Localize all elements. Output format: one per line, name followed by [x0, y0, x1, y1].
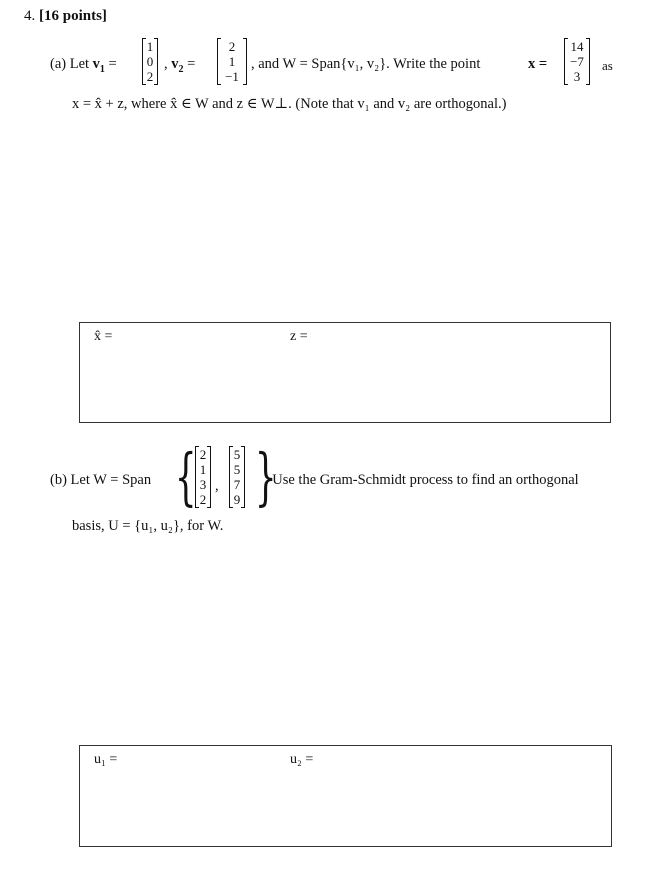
x-entry-3: 3 — [573, 69, 581, 84]
vector-separator: , — [215, 478, 219, 494]
vector-v1 — [142, 39, 158, 84]
answer-box-b[interactable] — [79, 745, 612, 847]
v2-entry-3: −1 — [225, 69, 239, 84]
v2-entry-1: 2 — [228, 39, 236, 54]
w1-entry-2: 1 — [199, 462, 207, 477]
part-a-label: (a) Let — [50, 56, 90, 72]
xhat-label: x̂ = — [94, 329, 113, 344]
w2-entry-2: 5 — [233, 462, 241, 477]
answer-box-a[interactable] — [79, 322, 611, 423]
problem-points: [16 points] — [39, 8, 107, 24]
vector-x — [564, 39, 590, 84]
vector-w2 — [229, 447, 245, 507]
part-a-intro: (a) Let $v_1$ = — [50, 56, 117, 75]
part-a-text-mid: , and W = Span{v₁, v₂}. Write the point — [251, 56, 481, 72]
w2-entry-1: 5 — [233, 447, 241, 462]
vector-v2 — [217, 39, 247, 84]
part-a-as: as — [602, 58, 613, 73]
w1-entry-4: 2 — [199, 492, 207, 507]
v2-symbol-wrap: , $v_2$ = — [164, 56, 196, 75]
u1-label: u₁ = — [94, 752, 118, 767]
z-label: z = — [290, 329, 308, 344]
v2-symbol: $v_2$ — [171, 56, 184, 75]
problem-number: 4. — [24, 8, 36, 24]
v2-entry-2: 1 — [228, 54, 236, 69]
v1-entry-1: 1 — [146, 39, 154, 54]
left-brace: { — [174, 440, 197, 513]
w2-entry-3: 7 — [233, 477, 241, 492]
x-entry-1: 14 — [570, 39, 584, 54]
v1-entry-2: 0 — [146, 54, 154, 69]
w2-entry-4: 9 — [233, 492, 241, 507]
x-symbol: x = — [528, 56, 548, 72]
part-b-intro: (b) Let W = Span — [50, 472, 152, 488]
problem-header — [24, 8, 107, 25]
u2-label: u₂ = — [290, 752, 314, 767]
vector-w1 — [195, 447, 211, 507]
w1-entry-3: 3 — [199, 477, 207, 492]
part-b-text-after: . Use the Gram-Schmidt process to find an orthogonal — [265, 472, 579, 488]
w1-entry-1: 2 — [199, 447, 207, 462]
x-entry-2: −7 — [570, 54, 584, 69]
part-b-line2: basis, U = {u₁, u₂}, for W. — [72, 518, 224, 534]
right-brace: } — [254, 440, 277, 513]
v1-entry-3: 2 — [146, 69, 154, 84]
v1-symbol: $v_1$ — [92, 56, 105, 75]
part-a-line2: x = x̂ + z, where x̂ ∈ W and z ∈ W⊥. (Note that v₁ and v₂ are orthogonal.) — [72, 96, 507, 112]
